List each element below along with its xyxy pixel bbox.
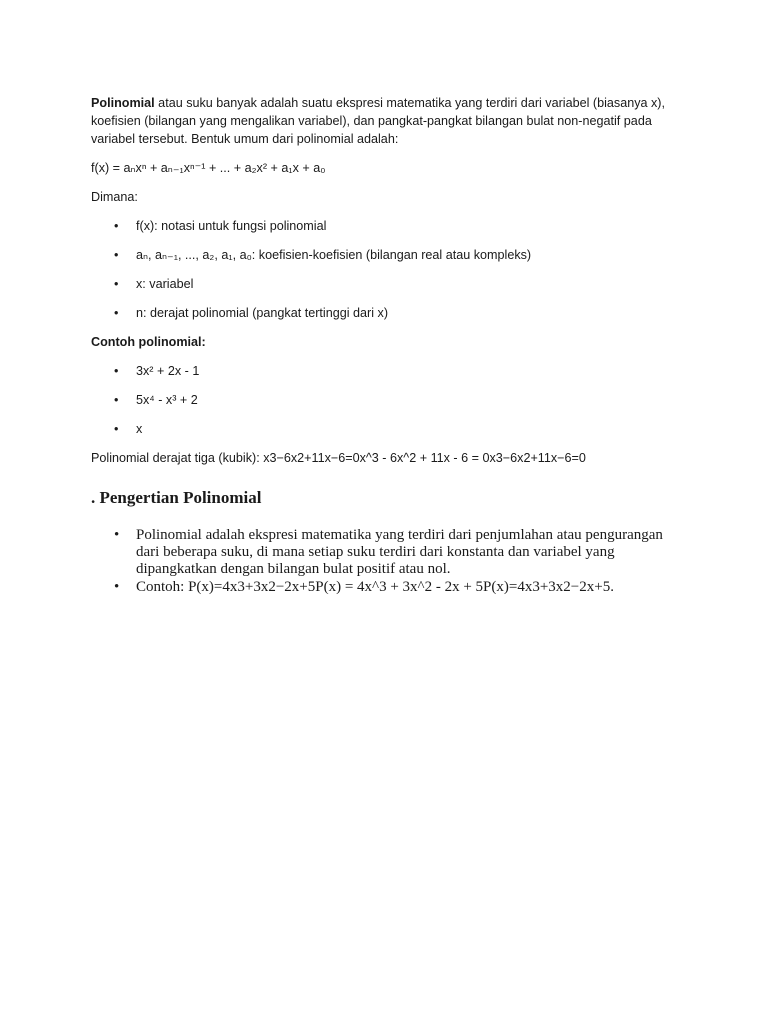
bullet-icon: • xyxy=(114,306,119,320)
bullet-icon: • xyxy=(114,248,119,262)
general-form-formula: f(x) = aₙxⁿ + aₙ₋₁xⁿ⁻¹ + ... + a₂x² + a₁x + a₀ xyxy=(91,161,326,175)
example-text: x xyxy=(136,422,143,436)
list-item xyxy=(91,527,681,578)
examples-list xyxy=(91,362,681,438)
document-page xyxy=(91,94,681,597)
definition-text: f(x): notasi untuk fungsi polinomial xyxy=(136,219,327,233)
list-item xyxy=(91,391,681,409)
definitions-list xyxy=(91,217,681,322)
cubic-polynomial-line: Polinomial derajat tiga (kubik): x3−6x2+11x−6=0x^3 - 6x^2 + 11x - 6 = 0x3−6x2+11x−6=0 xyxy=(91,451,586,465)
definition-text: aₙ, aₙ₋₁, ..., a₂, a₁, a₀: koefisien-koefisien (bilangan real atau kompleks) xyxy=(136,248,532,262)
bullet-icon: • xyxy=(114,364,119,378)
examples-heading-text: Contoh polinomial: xyxy=(91,335,206,349)
bullet-icon: • xyxy=(114,527,120,543)
dimana-label: Dimana: xyxy=(91,190,138,204)
definition-text: n: derajat polinomial (pangkat tertinggi dari x) xyxy=(136,306,389,320)
list-item xyxy=(91,362,681,380)
definition-text: x: variabel xyxy=(136,277,194,291)
intro-text: atau suku banyak adalah suatu ekspresi matematika yang terdiri dari variabel (biasanya x), koefisien (bilangan yang mengalikan variabel), dan pangkat-pangkat bilangan bulat non-negatif pada variabel tersebut. Bentuk umum dari polinomial adalah: xyxy=(91,96,666,146)
example-text: 3x² + 2x - 1 xyxy=(136,364,200,378)
example-text: 5x⁴ - x³ + 2 xyxy=(136,393,198,407)
section-item-text: Polinomial adalah ekspresi matematika yang terdiri dari penjumlahan atau pengurangan dari beberapa suku, di mana setiap suku terdiri dari konstanta dan variabel yang dipangkatkan dengan bilangan bulat positif atau nol. xyxy=(136,527,663,577)
list-item xyxy=(91,579,681,596)
examples-heading xyxy=(91,333,681,351)
section-item-text: Contoh: P(x)=4x3+3x2−2x+5P(x) = 4x^3 + 3x^2 - 2x + 5P(x)=4x3+3x2−2x+5. xyxy=(136,579,614,595)
bullet-icon: • xyxy=(114,277,119,291)
intro-term: Polinomial xyxy=(91,96,155,110)
bullet-icon: • xyxy=(114,219,119,233)
list-item xyxy=(91,275,681,293)
list-item xyxy=(91,246,681,264)
bullet-icon: • xyxy=(114,393,119,407)
list-item xyxy=(91,304,681,322)
list-item xyxy=(91,217,681,235)
list-item xyxy=(91,420,681,438)
section-title: . Pengertian Polinomial xyxy=(91,488,262,507)
section-list xyxy=(91,527,681,596)
bullet-icon: • xyxy=(114,579,120,595)
intro-paragraph xyxy=(91,94,681,148)
bullet-icon: • xyxy=(114,422,119,436)
